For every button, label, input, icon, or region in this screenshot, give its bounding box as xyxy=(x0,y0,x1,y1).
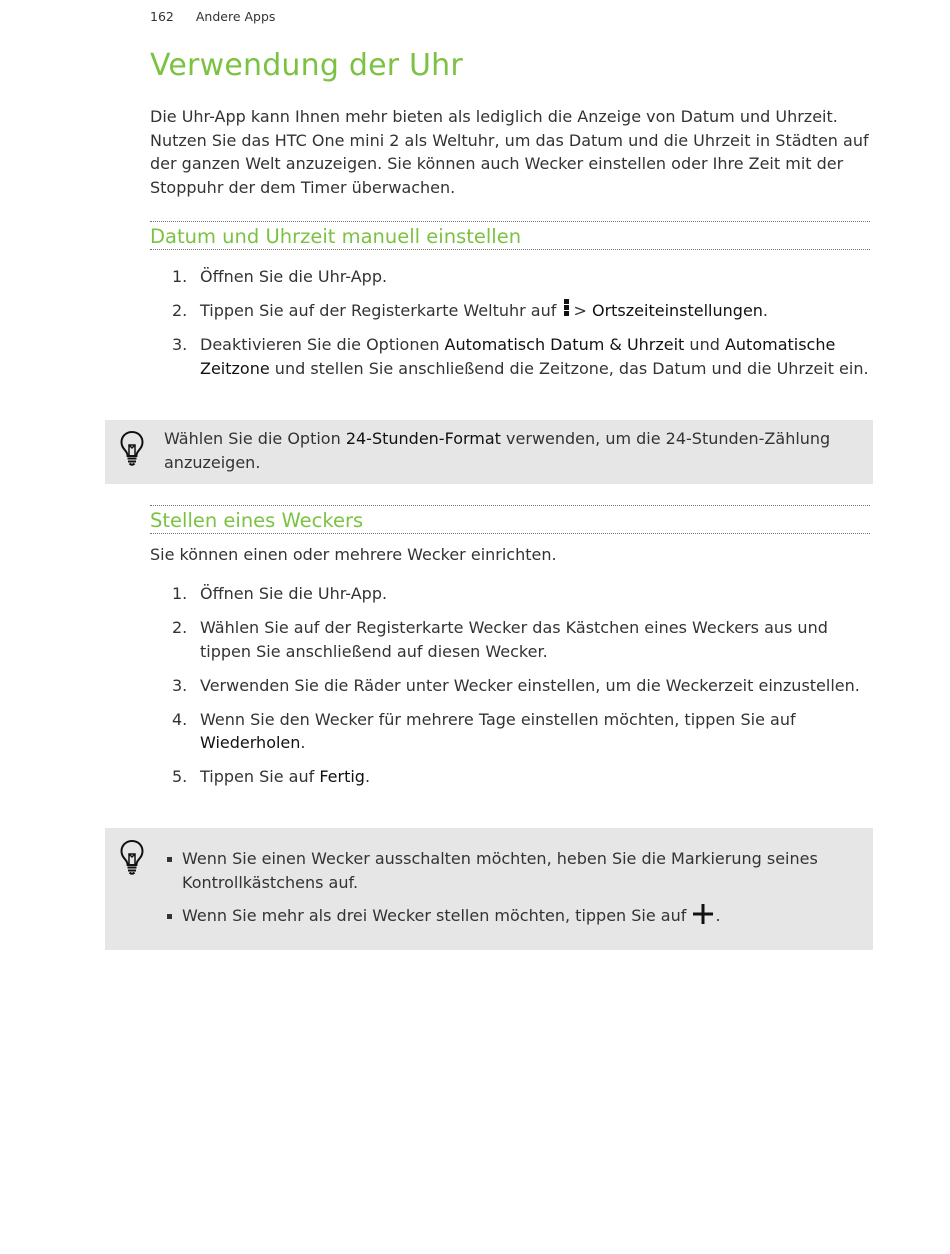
bullet-icon xyxy=(167,857,172,862)
page-number: 162 xyxy=(150,9,174,24)
step-number: 4. xyxy=(172,709,188,729)
tip-text: Wenn Sie mehr als drei Wecker stellen möchten, tippen Sie auf xyxy=(182,906,687,925)
steps-list-date-time xyxy=(150,265,872,380)
more-vertical-icon xyxy=(564,299,569,317)
intro-paragraph: Die Uhr-App kann Ihnen mehr bieten als lediglich die Anzeige von Datum und Uhrzeit. Nutzen Sie das HTC One mini 2 als Weltuhr, um das Datum und die Uhrzeit in Städten auf der ganzen Welt anzuzeigen. Sie können auch Wecker einstellen oder Ihre Zeit mit der Stoppuhr der dem Timer überwachen. xyxy=(150,107,869,197)
list-item xyxy=(150,674,872,698)
step-text: Öffnen Sie die Uhr-App. xyxy=(200,584,388,603)
tip-box xyxy=(105,828,873,950)
chapter-name: Andere Apps xyxy=(195,9,276,24)
step-text: Verwenden Sie die Räder unter Wecker einstellen, um die Weckerzeit einzustellen. xyxy=(200,675,860,695)
fertig-label: Fertig xyxy=(319,767,365,786)
steps-list-alarm xyxy=(150,582,872,789)
step-number: 5. xyxy=(172,767,188,786)
lightbulb-icon xyxy=(119,839,145,875)
lightbulb-icon xyxy=(119,430,145,466)
list-item xyxy=(150,616,872,663)
step-number: 1. xyxy=(172,584,188,603)
list-item xyxy=(150,299,872,323)
step-text-end: . xyxy=(364,767,371,786)
24h-format-label: 24-Stunden-Format xyxy=(345,429,501,448)
tip-text-end: verwenden, um die 24-Stunden-Zählung anzuzeigen. xyxy=(164,429,831,472)
step-text-end: und stellen Sie anschließend die Zeitzone, das Datum und die Uhrzeit ein. xyxy=(274,358,869,378)
plus-icon xyxy=(693,904,713,924)
list-item xyxy=(150,265,872,289)
step-text-end: . xyxy=(762,301,769,320)
step-text: Wählen Sie auf der Registerkarte Wecker das Kästchen eines Weckers aus und tippen Sie anschließend auf diesen Wecker. xyxy=(200,618,828,661)
step-text: Tippen Sie auf xyxy=(200,767,315,786)
step-text-separator: > xyxy=(573,301,587,320)
list-item xyxy=(165,904,855,928)
step-text: Tippen Sie auf der Registerkarte Weltuhr auf xyxy=(200,301,557,320)
tip-text xyxy=(164,427,854,474)
tip-box xyxy=(105,420,873,484)
section-heading-alarm xyxy=(150,505,870,534)
running-header xyxy=(150,9,275,24)
tip-text-start: Wählen Sie die Option xyxy=(164,429,341,448)
list-item xyxy=(150,765,872,789)
list-item xyxy=(165,847,855,894)
section-title: Datum und Uhrzeit manuell einstellen xyxy=(150,225,522,248)
step-text: Öffnen Sie die Uhr-App. xyxy=(200,267,388,286)
step-number: 2. xyxy=(172,618,188,637)
list-item xyxy=(150,333,872,380)
step-number: 1. xyxy=(172,267,188,286)
bullet-icon xyxy=(167,914,172,919)
section-title: Stellen eines Weckers xyxy=(150,509,364,532)
auto-timezone-label: Automatische Zeitzone xyxy=(200,335,836,378)
step-text-and: und xyxy=(689,335,720,354)
step-number: 2. xyxy=(172,301,188,320)
page-title: Verwendung der Uhr xyxy=(150,48,463,83)
auto-date-time-label: Automatisch Datum & Uhrzeit xyxy=(444,335,685,354)
step-text-end: . xyxy=(300,733,306,752)
section-heading-date-time xyxy=(150,221,870,250)
tip-list xyxy=(165,847,855,928)
list-item xyxy=(150,582,872,606)
section-intro: Sie können einen oder mehrere Wecker einrichten. xyxy=(150,545,557,564)
tip-text: Wenn Sie einen Wecker ausschalten möchten, heben Sie die Markierung seines Kontrollkästchens auf. xyxy=(182,849,818,892)
step-text: Deaktivieren Sie die Optionen xyxy=(200,335,440,354)
ortszeiteinstellungen-label: Ortszeiteinstellungen xyxy=(591,301,763,320)
list-item xyxy=(150,708,872,755)
wiederholen-label: Wiederholen xyxy=(200,733,301,752)
step-number: 3. xyxy=(172,335,188,354)
step-text: Wenn Sie den Wecker für mehrere Tage einstellen möchten, tippen Sie auf xyxy=(200,709,796,729)
step-number: 3. xyxy=(172,675,188,695)
tip-text-end: . xyxy=(715,906,721,925)
